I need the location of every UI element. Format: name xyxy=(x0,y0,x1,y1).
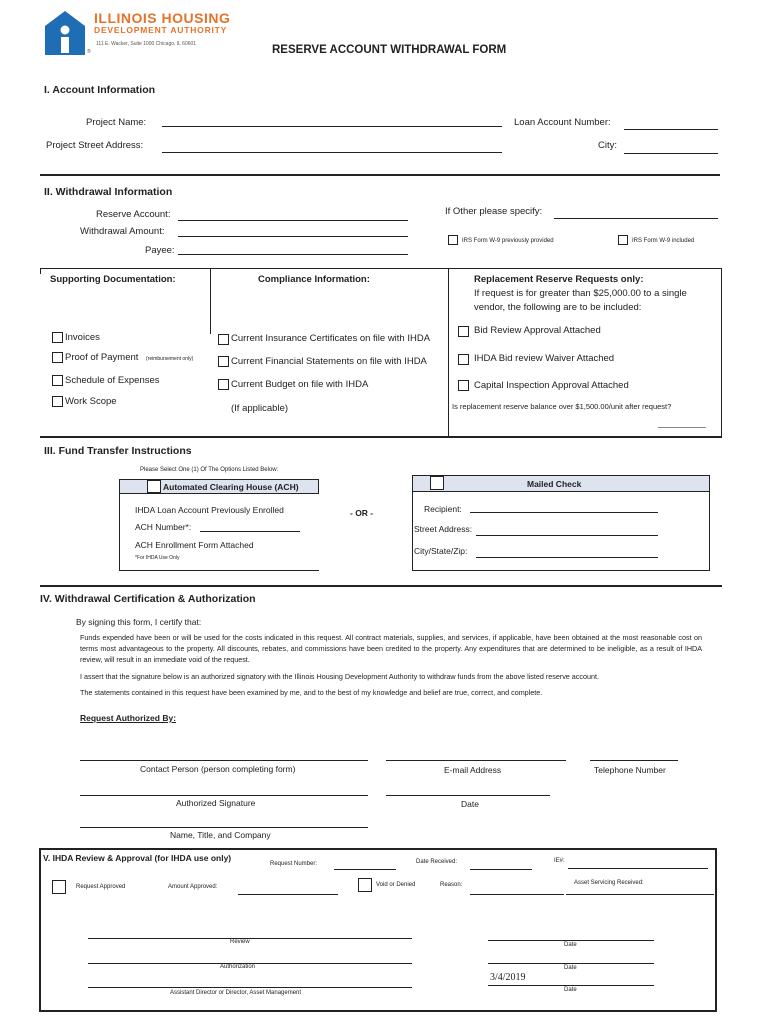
name-title-label: Name, Title, and Company xyxy=(170,830,271,840)
section-divider xyxy=(40,436,722,438)
ach-prev-label: IHDA Loan Account Previously Enrolled xyxy=(135,505,284,515)
proof-payment-checkbox[interactable] xyxy=(52,352,63,363)
replacement-header: Replacement Reserve Requests only: xyxy=(474,274,644,285)
street-address-label: Project Street Address: xyxy=(46,140,144,151)
phone-label: Telephone Number xyxy=(594,765,666,775)
ach-enroll-label: ACH Enrollment Form Attached xyxy=(135,540,254,550)
payee-label: Payee: xyxy=(145,245,175,256)
city-state-label: City/State/Zip: xyxy=(414,546,468,556)
mailed-checkbox[interactable] xyxy=(430,476,444,490)
bid-waiver-checkbox[interactable] xyxy=(458,354,469,365)
irs-prev-checkbox[interactable] xyxy=(448,235,458,245)
phone-sig-line[interactable] xyxy=(590,760,678,761)
asst-director-date-label: Date xyxy=(564,987,577,993)
review-sig-line[interactable] xyxy=(88,938,412,939)
payee-field[interactable] xyxy=(178,254,408,255)
section-divider xyxy=(40,585,722,587)
ie-field[interactable] xyxy=(568,868,708,869)
mailed-box-bottom xyxy=(412,570,710,571)
review-date-line[interactable] xyxy=(488,940,654,941)
registered-mark: ® xyxy=(87,49,91,55)
columns-top-border xyxy=(40,268,722,269)
asset-received-label: Asset Servicing Received: xyxy=(574,880,644,886)
other-specify-label: If Other please specify: xyxy=(445,206,543,217)
email-sig-line[interactable] xyxy=(386,760,566,761)
mailed-header: Mailed Check xyxy=(527,479,582,489)
city-state-field[interactable] xyxy=(476,557,658,558)
certify-label: By signing this form, I certify that: xyxy=(76,617,202,627)
recipient-label: Recipient: xyxy=(424,504,462,514)
request-approved-label: Request Approved xyxy=(76,884,126,890)
replacement-note-2: vendor, the following are to be included: xyxy=(474,302,642,313)
review-label: Review xyxy=(230,939,250,945)
ach-number-label: ACH Number*: xyxy=(135,522,192,532)
section3-title: III. Fund Transfer Instructions xyxy=(44,445,192,457)
bid-waiver-label: IHDA Bid review Waiver Attached xyxy=(474,353,615,364)
select-one-instruction: Please Select One (1) Of The Options Listed Below: xyxy=(140,467,279,473)
financial-checkbox[interactable] xyxy=(218,356,229,367)
house-logo-icon xyxy=(44,10,86,56)
columns-divider-1 xyxy=(210,268,211,334)
request-approved-checkbox[interactable] xyxy=(52,880,66,894)
insurance-label: Current Insurance Certificates on file with IHDA xyxy=(231,333,431,344)
bid-review-label: Bid Review Approval Attached xyxy=(474,325,601,336)
insurance-checkbox[interactable] xyxy=(218,334,229,345)
mailed-box-left xyxy=(412,492,413,570)
ihda-use-note: *For IHDA Use Only xyxy=(135,555,180,561)
loan-account-field[interactable] xyxy=(624,129,718,130)
ach-box-left xyxy=(119,494,120,570)
balance-answer-field[interactable] xyxy=(658,427,706,428)
certification-paragraph-2: I assert that the signature below is an authorized signatory with the Illinois Housing Development Authority to withdraw funds from the above listed reserve account. xyxy=(80,672,599,681)
recipient-field[interactable] xyxy=(470,512,658,513)
ie-label: IE#: xyxy=(554,858,565,864)
irs-prev-label: IRS Form W-9 previously provided xyxy=(462,238,554,244)
bid-review-checkbox[interactable] xyxy=(458,326,469,337)
ihda-logo xyxy=(44,10,86,56)
balance-question: Is replacement reserve balance over $1,500.00/unit after request? xyxy=(452,402,672,411)
amount-approved-field[interactable] xyxy=(238,894,338,895)
section4-title: IV. Withdrawal Certification & Authorization xyxy=(40,593,256,605)
schedule-checkbox[interactable] xyxy=(52,375,63,386)
ach-number-field[interactable] xyxy=(200,531,300,532)
contact-sig-line[interactable] xyxy=(80,760,368,761)
withdrawal-amount-field[interactable] xyxy=(178,236,408,237)
date-received-label: Date Received: xyxy=(416,859,458,865)
reimbursement-note: (reimbursement only) xyxy=(146,356,194,362)
request-number-label: Request Number: xyxy=(270,861,318,867)
amount-approved-label: Amount Approved: xyxy=(168,884,218,890)
budget-label: Current Budget on file with IHDA xyxy=(231,379,369,390)
or-separator: - OR - xyxy=(350,508,374,518)
ach-box-bottom xyxy=(119,570,319,571)
other-specify-field[interactable] xyxy=(554,218,718,219)
invoices-label: Invoices xyxy=(65,332,100,343)
void-label: Void or Denied xyxy=(376,882,416,888)
section2-title: II. Withdrawal Information xyxy=(44,186,173,198)
authorization-label: Authorization xyxy=(220,964,256,970)
authorization-date-label: Date xyxy=(564,965,577,971)
columns-left-border xyxy=(40,268,41,274)
loan-account-label: Loan Account Number: xyxy=(514,117,611,128)
work-scope-label: Work Scope xyxy=(65,396,117,407)
certification-paragraph-3: The statements contained in this request have been examined by me, and to the best of my knowledge and belief are true, correct, and complete. xyxy=(80,688,543,697)
city-field[interactable] xyxy=(624,153,718,154)
org-address: 111 E. Wacker, Suite 1000 Chicago, IL 60601 xyxy=(96,41,197,47)
asst-director-date-line[interactable] xyxy=(488,985,654,986)
columns-right-border xyxy=(721,268,722,436)
auth-date-line[interactable] xyxy=(386,795,550,796)
withdrawal-amount-label: Withdrawal Amount: xyxy=(80,226,165,237)
review-date-label: Date xyxy=(564,942,577,948)
asst-director-sig-line[interactable] xyxy=(88,987,412,988)
replacement-note-1: If request is for greater than $25,000.00 to a single xyxy=(474,288,687,299)
section1-title: I. Account Information xyxy=(44,84,156,96)
section-divider xyxy=(40,174,720,176)
name-title-line[interactable] xyxy=(80,827,368,828)
irs-incl-checkbox[interactable] xyxy=(618,235,628,245)
auth-date-label: Date xyxy=(461,799,479,809)
authorization-date-line[interactable] xyxy=(488,963,654,964)
project-name-field[interactable] xyxy=(162,126,502,127)
email-label: E-mail Address xyxy=(444,765,502,775)
proof-payment-label: Proof of Payment xyxy=(65,352,139,363)
org-name-line1: ILLINOIS HOUSING xyxy=(94,10,231,26)
ach-header: Automated Clearing House (ACH) xyxy=(163,482,299,492)
asst-director-label: Assistant Director or Director, Asset Management xyxy=(170,990,302,996)
mailed-box-right xyxy=(709,492,710,570)
void-checkbox[interactable] xyxy=(358,878,372,892)
schedule-label: Schedule of Expenses xyxy=(65,375,160,386)
supporting-doc-header: Supporting Documentation: xyxy=(50,274,176,285)
reserve-account-field[interactable] xyxy=(178,220,408,221)
work-scope-checkbox[interactable] xyxy=(52,396,63,407)
reason-label: Reason: xyxy=(440,882,463,888)
if-applicable-label: (If applicable) xyxy=(231,403,289,414)
request-number-field[interactable] xyxy=(334,869,396,870)
reserve-account-label: Reserve Account: xyxy=(96,209,171,220)
reason-field[interactable] xyxy=(470,894,564,895)
request-by-label: Request Authorized By: xyxy=(80,713,177,723)
compliance-header: Compliance Information: xyxy=(258,274,370,285)
date-value: 3/4/2019 xyxy=(490,972,526,983)
ach-checkbox[interactable] xyxy=(147,480,161,493)
invoices-checkbox[interactable] xyxy=(52,332,63,343)
date-received-field[interactable] xyxy=(470,869,532,870)
capital-label: Capital Inspection Approval Attached xyxy=(474,380,629,391)
budget-checkbox[interactable] xyxy=(218,379,229,390)
org-name-line2: DEVELOPMENT AUTHORITY xyxy=(94,25,228,35)
section5-title: V. IHDA Review & Approval (for IHDA use only) xyxy=(43,853,232,863)
irs-incl-label: IRS Form W-9 included xyxy=(632,238,695,244)
financial-label: Current Financial Statements on file with IHDA xyxy=(231,356,427,367)
street-field[interactable] xyxy=(476,535,658,536)
certification-paragraph-1: Funds expended have been or will be used for the costs indicated in this request. All contract materials, supplies, and services, if applicable, have been obtained at the most reasonable cost on terms most advantageous to the property. All discounts, rebates, and commissions have been credited to the property. Any expenditures that are determined to be ineligible, as a result of IHDA review, will result in an immediate void of the request. xyxy=(80,633,702,664)
street-label: Street Address: xyxy=(414,524,473,534)
capital-checkbox[interactable] xyxy=(458,380,469,391)
city-label: City: xyxy=(598,140,617,151)
form-title: RESERVE ACCOUNT WITHDRAWAL FORM xyxy=(272,44,507,56)
auth-sig-line[interactable] xyxy=(80,795,368,796)
project-name-label: Project Name: xyxy=(86,117,147,128)
contact-label: Contact Person (person completing form) xyxy=(140,764,296,774)
columns-divider-2 xyxy=(448,268,449,436)
street-address-field[interactable] xyxy=(162,152,502,153)
auth-sig-label: Authorized Signature xyxy=(176,798,256,808)
asset-received-field[interactable] xyxy=(566,894,714,895)
